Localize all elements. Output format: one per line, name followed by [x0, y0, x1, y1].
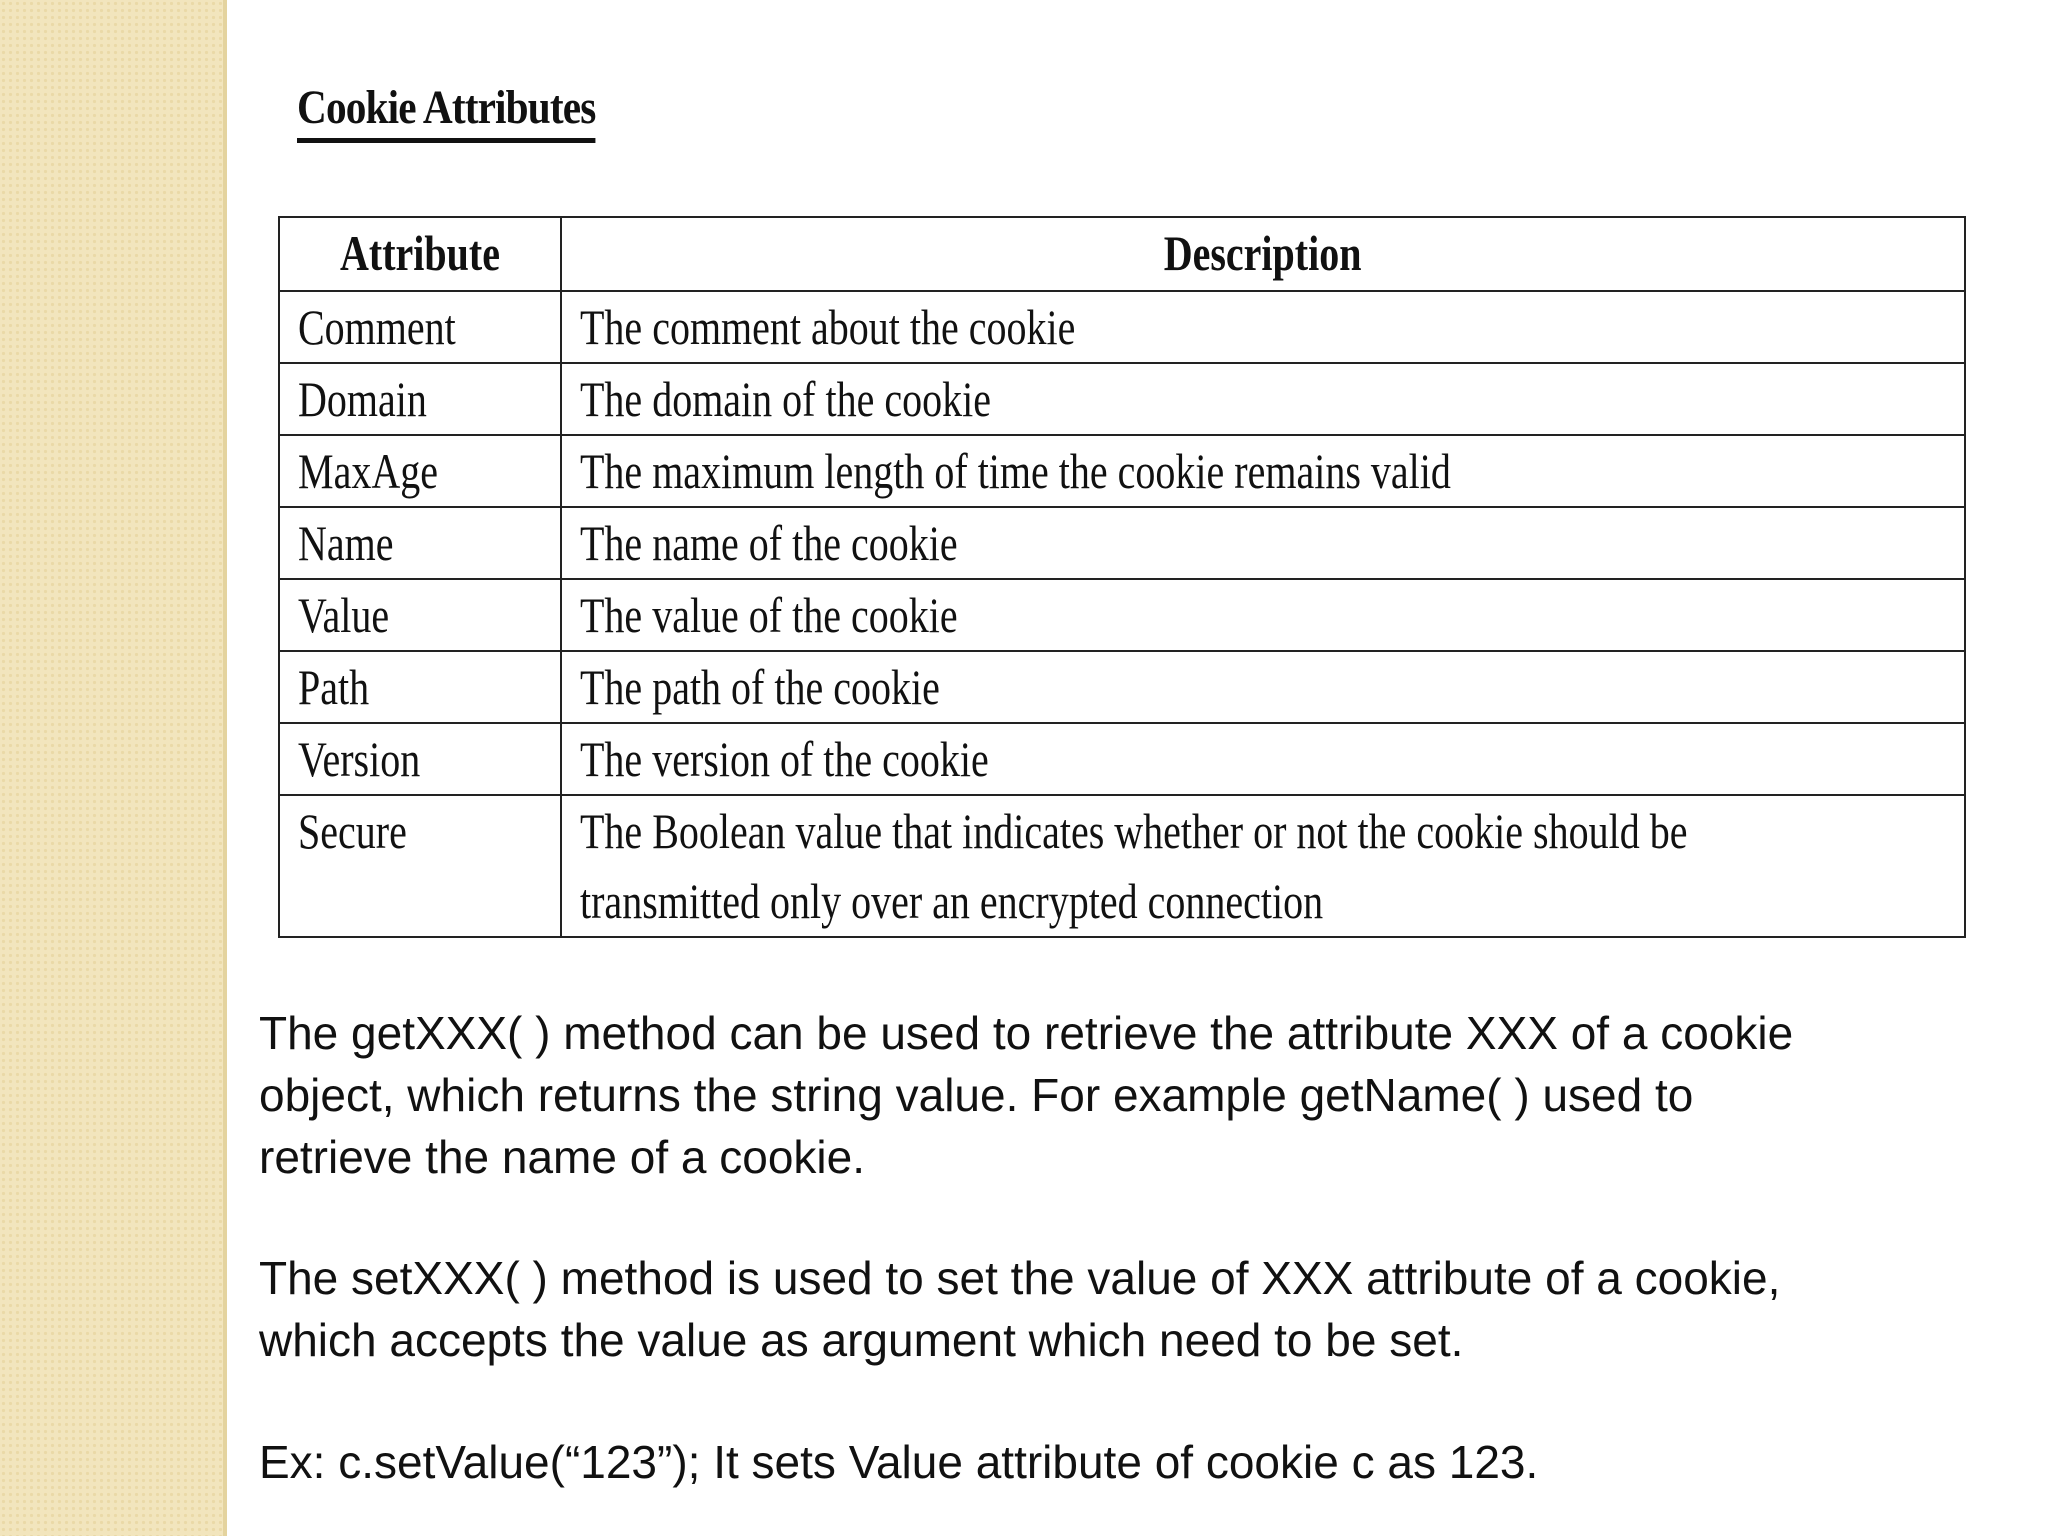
- attribute-cell: Comment: [279, 291, 561, 363]
- text-line: Ex: c.setValue(“123”); It sets Value attribute of cookie c as 123.: [259, 1436, 1539, 1488]
- getter-explanation: [259, 1002, 1999, 1188]
- attribute-cell: MaxAge: [279, 435, 561, 507]
- example-line: [259, 1431, 1999, 1493]
- page-title: Cookie Attributes: [297, 78, 595, 143]
- description-cell: The domain of the cookie: [561, 363, 1965, 435]
- description-cell: The maximum length of time the cookie remains valid: [561, 435, 1965, 507]
- table-row: [279, 579, 1965, 651]
- table-row: [279, 291, 1965, 363]
- description-cell: The path of the cookie: [561, 651, 1965, 723]
- column-header-attribute: Attribute: [279, 217, 561, 291]
- attribute-cell: Path: [279, 651, 561, 723]
- description-line: The Boolean value that indicates whether or not the cookie should be: [579, 803, 1688, 859]
- text-line: which accepts the value as argument which need to be set.: [259, 1314, 1464, 1366]
- decorative-side-band: [0, 0, 227, 1536]
- attribute-cell: Name: [279, 507, 561, 579]
- attribute-cell: Domain: [279, 363, 561, 435]
- text-line: The setXXX( ) method is used to set the value of XXX attribute of a cookie,: [259, 1252, 1781, 1304]
- description-line: transmitted only over an encrypted connection: [579, 873, 1323, 929]
- attribute-cell: Version: [279, 723, 561, 795]
- cookie-attributes-table: [278, 216, 1966, 938]
- table-row: [279, 651, 1965, 723]
- table-row: [279, 507, 1965, 579]
- attribute-cell: Value: [279, 579, 561, 651]
- table-row: [279, 435, 1965, 507]
- attribute-cell: Secure: [279, 795, 561, 937]
- description-cell: The value of the cookie: [561, 579, 1965, 651]
- text-line: retrieve the name of a cookie.: [259, 1131, 865, 1183]
- text-line: object, which returns the string value. For example getName( ) used to: [259, 1069, 1694, 1121]
- table-row: [279, 723, 1965, 795]
- column-header-description: Description: [561, 217, 1965, 291]
- table-row: [279, 795, 1965, 937]
- setter-explanation: [259, 1247, 1999, 1371]
- description-cell: The name of the cookie: [561, 507, 1965, 579]
- text-line: The getXXX( ) method can be used to retrieve the attribute XXX of a cookie: [259, 1007, 1794, 1059]
- description-cell: [561, 795, 1965, 937]
- table-row: [279, 363, 1965, 435]
- description-cell: The comment about the cookie: [561, 291, 1965, 363]
- description-cell: The version of the cookie: [561, 723, 1965, 795]
- table-header-row: [279, 217, 1965, 291]
